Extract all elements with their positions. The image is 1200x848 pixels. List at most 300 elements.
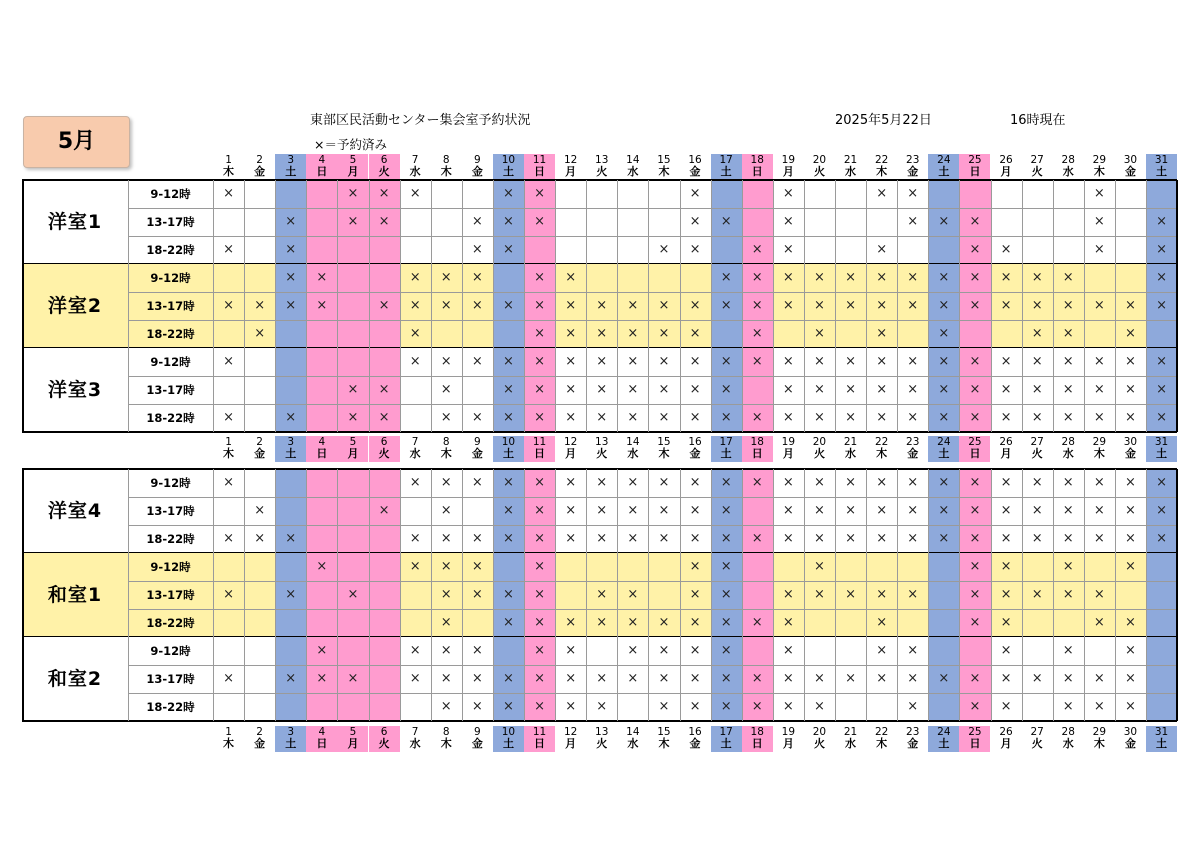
weekday-label: 月 (347, 165, 359, 178)
booked-mark: × (378, 410, 390, 425)
day-header (804, 436, 835, 462)
weekday-label: 木 (223, 447, 235, 460)
grid-line (804, 469, 805, 721)
booked-mark: × (565, 270, 577, 285)
booked-mark: × (565, 326, 577, 341)
grid-line (555, 180, 556, 432)
grid-line (648, 180, 649, 432)
section-top-border (22, 179, 1177, 181)
booked-mark: × (440, 587, 452, 602)
grid-line (586, 180, 587, 432)
booked-mark: × (596, 410, 608, 425)
booked-mark: × (596, 615, 608, 630)
booked-mark: × (751, 475, 763, 490)
day-header (897, 726, 928, 752)
day-header (866, 726, 897, 752)
time-slot-label: 9-12時 (150, 560, 191, 574)
booked-mark: × (689, 475, 701, 490)
booked-mark: × (1093, 587, 1105, 602)
time-slot-label: 13-17時 (146, 383, 195, 397)
booked-mark: × (658, 503, 670, 518)
day-number: 6 (380, 726, 388, 738)
day-header (1115, 436, 1146, 462)
day-number: 25 (968, 726, 982, 738)
booked-mark: × (813, 559, 825, 574)
booked-mark: × (876, 410, 888, 425)
weekday-label: 木 (440, 447, 452, 460)
day-number: 13 (595, 726, 609, 738)
booked-mark: × (254, 326, 266, 341)
booked-mark: × (285, 531, 297, 546)
booked-mark: × (1062, 559, 1074, 574)
grid-line (711, 469, 712, 721)
time-slot-label: 18-22時 (146, 327, 195, 341)
grid-line (773, 469, 774, 721)
weekday-label: 金 (907, 165, 919, 178)
booked-mark: × (440, 298, 452, 313)
day-number: 11 (532, 154, 547, 166)
booked-mark: × (502, 531, 514, 546)
day-column-cell (586, 180, 618, 264)
booked-mark: × (751, 270, 763, 285)
booked-mark: × (782, 643, 794, 658)
weekday-label: 水 (845, 447, 857, 460)
weekday-label: 木 (223, 737, 235, 750)
day-column-cell (306, 348, 338, 432)
weekday-label: 金 (689, 447, 701, 460)
booked-mark: × (254, 531, 266, 546)
grid-line (680, 180, 681, 432)
weekday-label: 金 (1124, 737, 1136, 750)
day-header (959, 436, 990, 462)
day-header (991, 436, 1022, 462)
booked-mark: × (1093, 531, 1105, 546)
day-header (711, 154, 742, 180)
day-number: 30 (1123, 436, 1138, 448)
booked-mark: × (907, 354, 919, 369)
weekday-label: 木 (876, 447, 888, 460)
booked-mark: × (1000, 475, 1012, 490)
booked-mark: × (689, 382, 701, 397)
booked-mark: × (969, 531, 981, 546)
grid-line (337, 469, 338, 721)
day-number: 1 (225, 726, 232, 738)
booked-mark: × (969, 242, 981, 257)
grid-line (431, 180, 432, 432)
booked-mark: × (627, 643, 639, 658)
booked-mark: × (502, 214, 514, 229)
booked-mark: × (285, 587, 297, 602)
day-number: 1 (225, 154, 232, 166)
booked-mark: × (223, 531, 234, 546)
booked-mark: × (1093, 354, 1105, 369)
booked-mark: × (751, 410, 763, 425)
booked-mark: × (689, 410, 701, 425)
booked-mark: × (782, 503, 794, 518)
day-number: 3 (287, 726, 295, 738)
booked-mark: × (1000, 615, 1012, 630)
day-number: 10 (501, 726, 516, 738)
day-number: 30 (1123, 726, 1138, 738)
booked-mark: × (565, 410, 577, 425)
room-name: 洋室2 (47, 295, 103, 317)
grid-line (369, 469, 370, 721)
booked-mark: × (1093, 410, 1105, 425)
weekday-label: 月 (1000, 447, 1012, 460)
day-number: 4 (318, 154, 326, 166)
day-header (1115, 726, 1146, 752)
booked-mark: × (596, 298, 608, 313)
weekday-label: 火 (813, 737, 825, 750)
day-number: 26 (999, 436, 1013, 448)
day-header (306, 436, 337, 462)
booked-mark: × (534, 475, 545, 490)
booked-mark: × (689, 326, 701, 341)
room-divider (22, 431, 1177, 433)
day-number: 6 (380, 436, 388, 448)
booked-mark: × (1031, 671, 1043, 686)
time-slot-label: 9-12時 (150, 644, 191, 658)
booked-mark: × (347, 671, 359, 686)
booked-mark: × (1124, 559, 1136, 574)
grid-line (462, 180, 463, 432)
grid-line (1115, 180, 1116, 432)
booked-mark: × (969, 587, 981, 602)
booked-mark: × (876, 475, 888, 490)
weekday-label: 水 (627, 447, 639, 460)
booked-mark: × (471, 214, 483, 229)
weekday-label: 日 (534, 737, 546, 750)
booked-mark: × (285, 242, 297, 257)
booked-mark: × (1031, 475, 1043, 490)
day-number: 7 (411, 726, 419, 738)
booked-mark: × (596, 354, 608, 369)
booked-mark: × (876, 643, 888, 658)
grid-line (711, 180, 712, 432)
booked-mark: × (938, 531, 950, 546)
day-number: 9 (474, 436, 481, 448)
booked-mark: × (534, 214, 545, 229)
booked-mark: × (565, 382, 577, 397)
weekday-label: 金 (689, 737, 701, 750)
booked-mark: × (223, 242, 234, 257)
time-slot-label: 18-22時 (146, 243, 195, 257)
day-number: 8 (442, 436, 450, 448)
weekday-label: 土 (938, 165, 950, 178)
booked-mark: × (409, 475, 421, 490)
booked-mark: × (471, 475, 483, 490)
booked-mark: × (285, 671, 297, 686)
day-number: 15 (657, 436, 671, 448)
booked-mark: × (223, 354, 234, 369)
day-header (897, 436, 928, 462)
day-number: 11 (532, 726, 547, 738)
day-number: 28 (1061, 154, 1075, 166)
booked-mark: × (1124, 354, 1136, 369)
booked-mark: × (596, 587, 608, 602)
grid-line (431, 469, 432, 721)
day-number: 14 (626, 726, 640, 738)
booked-mark: × (534, 699, 545, 714)
booked-mark: × (409, 186, 421, 201)
weekday-label: 火 (378, 737, 390, 750)
booked-mark: × (845, 531, 856, 546)
booked-mark: × (502, 615, 514, 630)
weekday-label: 金 (1124, 447, 1136, 460)
booked-mark: × (1093, 186, 1105, 201)
booked-mark: × (969, 503, 981, 518)
booked-mark: × (969, 298, 981, 313)
day-number: 23 (906, 726, 920, 738)
booked-mark: × (316, 643, 328, 658)
weekday-label: 水 (409, 737, 421, 750)
booked-mark: × (876, 326, 888, 341)
booked-mark: × (813, 531, 825, 546)
booked-mark: × (1031, 531, 1043, 546)
day-column-cell (306, 469, 338, 553)
grid-line (991, 180, 992, 432)
booked-mark: × (720, 531, 732, 546)
booked-mark: × (938, 503, 950, 518)
booked-mark: × (658, 242, 670, 257)
booked-mark: × (471, 298, 483, 313)
day-header (773, 726, 804, 752)
booked-mark: × (440, 671, 452, 686)
day-header (648, 436, 679, 462)
booked-mark: × (1093, 214, 1105, 229)
booked-mark: × (938, 270, 950, 285)
booked-mark: × (347, 410, 359, 425)
day-number: 22 (874, 154, 889, 166)
day-column-cell (804, 180, 836, 264)
weekday-label: 木 (440, 737, 452, 750)
time-slot-label: 18-22時 (146, 411, 195, 425)
weekday-label: 日 (751, 447, 763, 460)
grid-line (369, 180, 370, 432)
booked-mark: × (658, 699, 670, 714)
booked-mark: × (1062, 354, 1074, 369)
booked-mark: × (813, 382, 825, 397)
day-number: 16 (688, 154, 702, 166)
booked-mark: × (1000, 298, 1012, 313)
booked-mark: × (440, 699, 452, 714)
grid-line (1146, 469, 1147, 721)
booked-mark: × (876, 186, 888, 201)
booked-mark: × (1124, 298, 1136, 313)
booked-mark: × (502, 503, 514, 518)
booked-mark: × (1062, 270, 1074, 285)
day-header (1084, 726, 1115, 752)
booked-mark: × (347, 214, 359, 229)
grid-line (835, 180, 836, 432)
booked-mark: × (502, 242, 514, 257)
booked-mark: × (1031, 410, 1043, 425)
day-number: 7 (411, 154, 419, 166)
day-number: 18 (750, 726, 764, 738)
weekday-label: 水 (845, 165, 857, 178)
time-slot-label: 13-17時 (146, 672, 195, 686)
grid-line (1022, 469, 1023, 721)
day-header (835, 726, 866, 752)
booked-mark: × (409, 643, 421, 658)
grid-line (128, 180, 129, 432)
booked-mark: × (409, 354, 421, 369)
booked-mark: × (689, 531, 701, 546)
day-number: 31 (1154, 436, 1169, 448)
booked-mark: × (1000, 559, 1012, 574)
weekday-label: 月 (347, 737, 359, 750)
day-number: 13 (595, 436, 609, 448)
day-header (586, 154, 617, 180)
day-number: 11 (532, 436, 547, 448)
booked-mark: × (1093, 615, 1105, 630)
time-slot-label: 9-12時 (150, 476, 191, 490)
booked-mark: × (502, 410, 514, 425)
booked-mark: × (1000, 410, 1012, 425)
booked-mark: × (440, 559, 452, 574)
grid-line (400, 469, 401, 721)
booked-mark: × (782, 382, 794, 397)
day-header (648, 726, 679, 752)
booked-mark: × (534, 270, 545, 285)
booked-mark: × (1000, 671, 1012, 686)
booked-mark: × (720, 270, 732, 285)
booked-mark: × (1031, 270, 1043, 285)
grid-line (1146, 180, 1147, 432)
weekday-label: 月 (1000, 165, 1012, 178)
booked-mark: × (316, 559, 328, 574)
booked-mark: × (1124, 531, 1136, 546)
day-header (804, 154, 835, 180)
day-header (773, 436, 804, 462)
booked-mark: × (689, 298, 701, 313)
booked-mark: × (720, 643, 732, 658)
booked-mark: × (565, 503, 577, 518)
booked-mark: × (627, 615, 639, 630)
booked-mark: × (1124, 326, 1136, 341)
section-left-border (22, 180, 24, 432)
day-header (959, 154, 990, 180)
booked-mark: × (813, 475, 825, 490)
time-slot-label: 13-17時 (146, 299, 195, 313)
day-column-cell (1115, 180, 1147, 264)
grid-line (586, 469, 587, 721)
day-number: 27 (1030, 436, 1044, 448)
grid-line (213, 180, 214, 432)
booked-mark: × (1062, 410, 1074, 425)
booked-mark: × (1031, 326, 1043, 341)
booked-mark: × (1156, 354, 1167, 369)
booked-mark: × (254, 503, 266, 518)
booked-mark: × (534, 531, 545, 546)
weekday-label: 月 (782, 165, 794, 178)
booked-mark: × (813, 326, 825, 341)
booked-mark: × (751, 531, 763, 546)
booked-mark: × (1062, 382, 1074, 397)
grid-line (617, 180, 618, 432)
day-number: 7 (411, 436, 419, 448)
report-date: 2025年5月22日 (835, 113, 932, 128)
booked-mark: × (1062, 531, 1074, 546)
booked-mark: × (1000, 503, 1012, 518)
grid-line (959, 469, 960, 721)
day-header (680, 436, 711, 462)
day-header (213, 436, 244, 462)
booked-mark: × (969, 475, 981, 490)
grid-line (275, 469, 276, 721)
booked-mark: × (1031, 503, 1043, 518)
weekday-label: 水 (627, 165, 639, 178)
booked-mark: × (938, 475, 950, 490)
booked-mark: × (1031, 587, 1043, 602)
day-number: 1 (225, 436, 232, 448)
weekday-label: 木 (1093, 165, 1105, 178)
booked-mark: × (223, 671, 234, 686)
weekday-label: 月 (347, 447, 359, 460)
day-header (306, 154, 337, 180)
booked-mark: × (720, 214, 732, 229)
booked-mark: × (658, 643, 670, 658)
booked-mark: × (409, 671, 421, 686)
day-header (1084, 436, 1115, 462)
booked-mark: × (782, 186, 794, 201)
weekday-label: 水 (409, 165, 421, 178)
day-header (555, 726, 586, 752)
grid-line (462, 469, 463, 721)
room-name: 洋室3 (47, 379, 103, 401)
booked-mark: × (969, 354, 981, 369)
time-slot-label: 18-22時 (146, 532, 195, 546)
day-header (991, 726, 1022, 752)
weekday-label: 火 (1031, 447, 1043, 460)
weekday-label: 土 (720, 447, 732, 460)
booked-mark: × (938, 354, 950, 369)
booked-mark: × (876, 587, 888, 602)
booked-mark: × (845, 475, 856, 490)
booked-mark: × (223, 298, 234, 313)
weekday-label: 水 (845, 737, 857, 750)
weekday-label: 月 (782, 737, 794, 750)
time-slot-label: 13-17時 (146, 588, 195, 602)
day-column-cell (617, 180, 649, 264)
booked-mark: × (534, 354, 545, 369)
day-header (835, 436, 866, 462)
day-column-cell (431, 180, 463, 264)
booked-mark: × (720, 699, 732, 714)
day-number: 4 (318, 436, 326, 448)
grid-line (897, 180, 898, 432)
booked-mark: × (471, 531, 483, 546)
booked-mark: × (1124, 503, 1136, 518)
grid-line (555, 469, 556, 721)
day-number: 15 (657, 154, 671, 166)
weekday-label: 火 (1031, 165, 1043, 178)
booked-mark: × (689, 559, 701, 574)
grid-line (493, 469, 494, 721)
booked-mark: × (720, 354, 732, 369)
booked-mark: × (471, 410, 483, 425)
booked-mark: × (471, 559, 483, 574)
booked-mark: × (689, 214, 701, 229)
booked-mark: × (845, 354, 856, 369)
grid-line (866, 180, 867, 432)
day-number: 24 (937, 436, 951, 448)
booked-mark: × (751, 354, 763, 369)
booked-mark: × (658, 354, 670, 369)
day-header (524, 436, 555, 462)
booked-mark: × (1000, 643, 1012, 658)
day-header (431, 154, 462, 180)
